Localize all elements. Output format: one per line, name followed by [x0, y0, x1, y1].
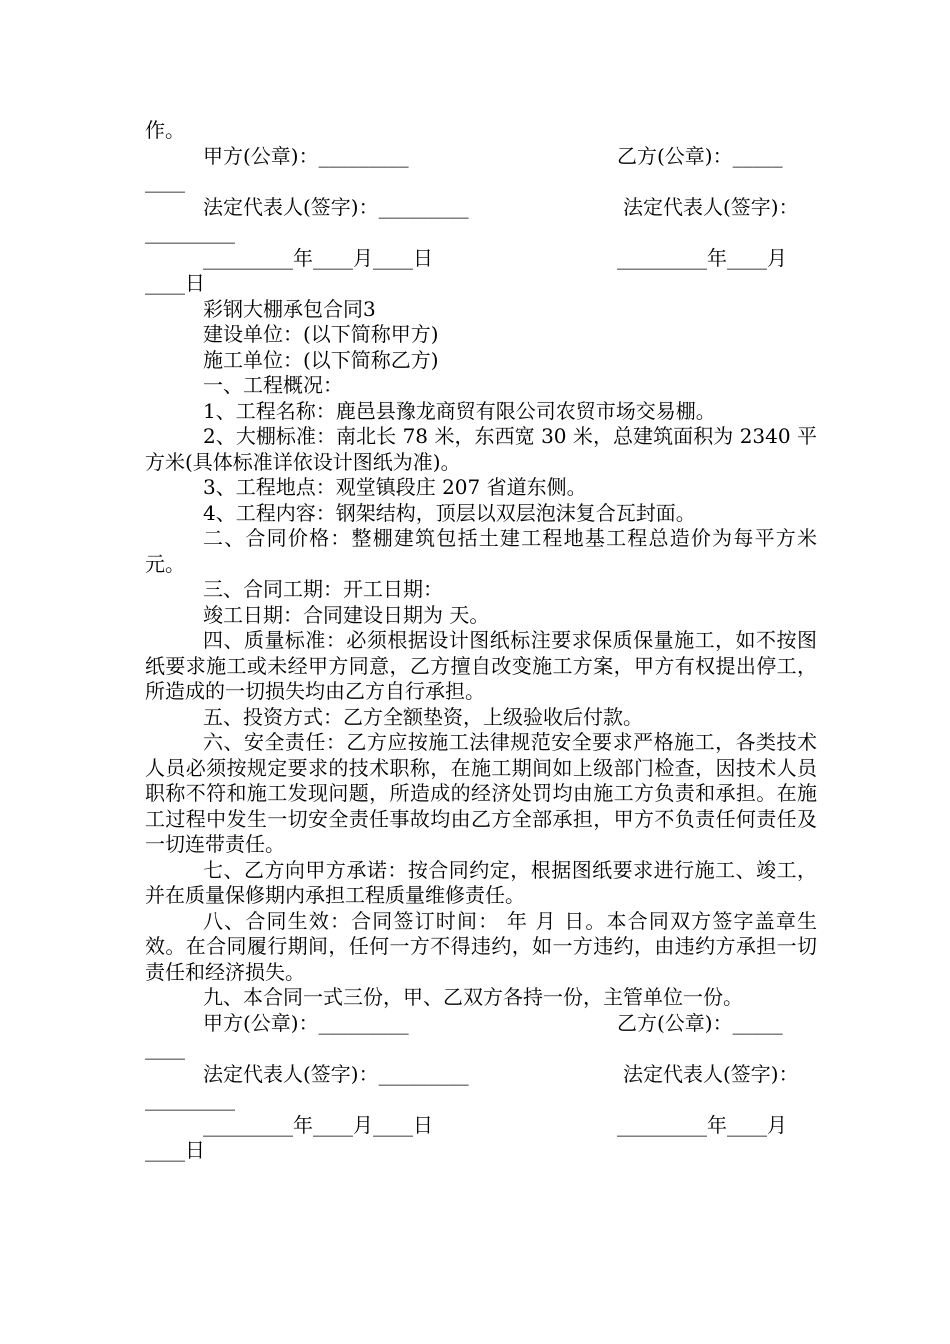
sign2-rep-b-cont: _________ [145, 1087, 235, 1111]
sign1-rep-b: 法定代表人(签字)： [623, 194, 799, 219]
section-8: 八、合同生效：合同签订时间： 年 月 日。本合同双方签字盖章生效。在合同履行期间，任何一方不得违约，如一方违约，由违约方承担一切责任和经济损失。 [145, 908, 817, 984]
sign2-rep-a: 法定代表人(签字)：_________ [203, 1061, 469, 1086]
sign2-date-b-cont: ____日 [145, 1138, 205, 1162]
sign2-date-row [145, 1113, 817, 1139]
section-3: 三、合同工期：开工日期： [203, 577, 443, 601]
builder-line: 建设单位：(以下简称甲方) [203, 322, 439, 346]
sign1-party-b-cont: ____ [145, 169, 185, 193]
section-4: 四、质量标准：必须根据设计图纸标注要求保质保量施工，如不按图纸要求施工或未经甲方同意，乙方擅自改变施工方案，甲方有权提出停工，所造成的一切损失均由乙方自行承担。 [145, 628, 817, 703]
sign2-party-b: 乙方(公章)：_____ [617, 1010, 783, 1035]
section-9: 九、本合同一式三份，甲、乙双方各持一份，主管单位一份。 [203, 985, 743, 1009]
sign1-party-row [145, 144, 817, 170]
sign1-date-a: _________年____月____日 [203, 245, 433, 270]
item-2: 2、大棚标准：南北长 78 米，东西宽 30 米，总建筑面积为 2340 平方米(具体标准详依设计图纸为准)。 [145, 424, 817, 474]
section-1-heading: 一、工程概况： [203, 373, 343, 397]
top-fragment: 作。 [145, 118, 185, 142]
sign2-date-b: _________年____月 [617, 1112, 787, 1137]
sign1-date-b: _________年____月 [617, 245, 787, 270]
sign1-date-row [145, 246, 817, 272]
section-7: 七、乙方向甲方承诺：按合同约定，根据图纸要求进行施工、竣工，并在质量保修期内承担工程质量维修责任。 [145, 857, 817, 907]
section-3-completion: 竣工日期：合同建设日期为 天。 [203, 602, 490, 627]
sign1-rep-a: 法定代表人(签字)：_________ [203, 194, 469, 219]
contractor-line: 施工单位：(以下简称乙方) [203, 347, 439, 372]
section-5: 五、投资方式：乙方全额垫资，上级验收后付款。 [203, 704, 643, 729]
sign1-rep-b-cont: _________ [145, 220, 235, 244]
sign2-party-b-cont: ____ [145, 1036, 185, 1060]
sign2-rep-row [145, 1062, 817, 1088]
sign1-party-a: 甲方(公章)：_________ [203, 143, 409, 168]
sign1-date-b-cont: ____日 [145, 271, 205, 295]
contract-title: 彩钢大棚承包合同3 [203, 296, 376, 321]
contract-page [145, 118, 817, 1164]
sign1-rep-row [145, 195, 817, 221]
item-4: 4、工程内容：钢架结构，顶层以双层泡沫复合瓦封面。 [203, 500, 696, 525]
sign2-party-row [145, 1011, 817, 1037]
section-2: 二、合同价格：整棚建筑包括土建工程地基工程总造价为每平方米 元。 [145, 526, 817, 576]
sign2-party-a: 甲方(公章)：_________ [203, 1010, 409, 1035]
item-1: 1、工程名称：鹿邑县豫龙商贸有限公司农贸市场交易棚。 [203, 398, 716, 423]
sign2-rep-b: 法定代表人(签字)： [623, 1061, 799, 1086]
section-6: 六、安全责任：乙方应按施工法律规范安全要求严格施工，各类技术人员必须按规定要求的技术职称，在施工期间如上级部门检查，因技术人员职称不符和施工发现问题，所造成的经济处罚均由施工方负责和承担。在施工过程中发生一切安全责任事故均由乙方全部承担，甲方不负责任何责任及一切连带责任。 [145, 730, 817, 856]
sign2-date-a: _________年____月____日 [203, 1112, 433, 1137]
item-3: 3、工程地点：观堂镇段庄 207 省道东侧。 [203, 475, 587, 499]
sign1-party-b: 乙方(公章)：_____ [617, 143, 783, 168]
